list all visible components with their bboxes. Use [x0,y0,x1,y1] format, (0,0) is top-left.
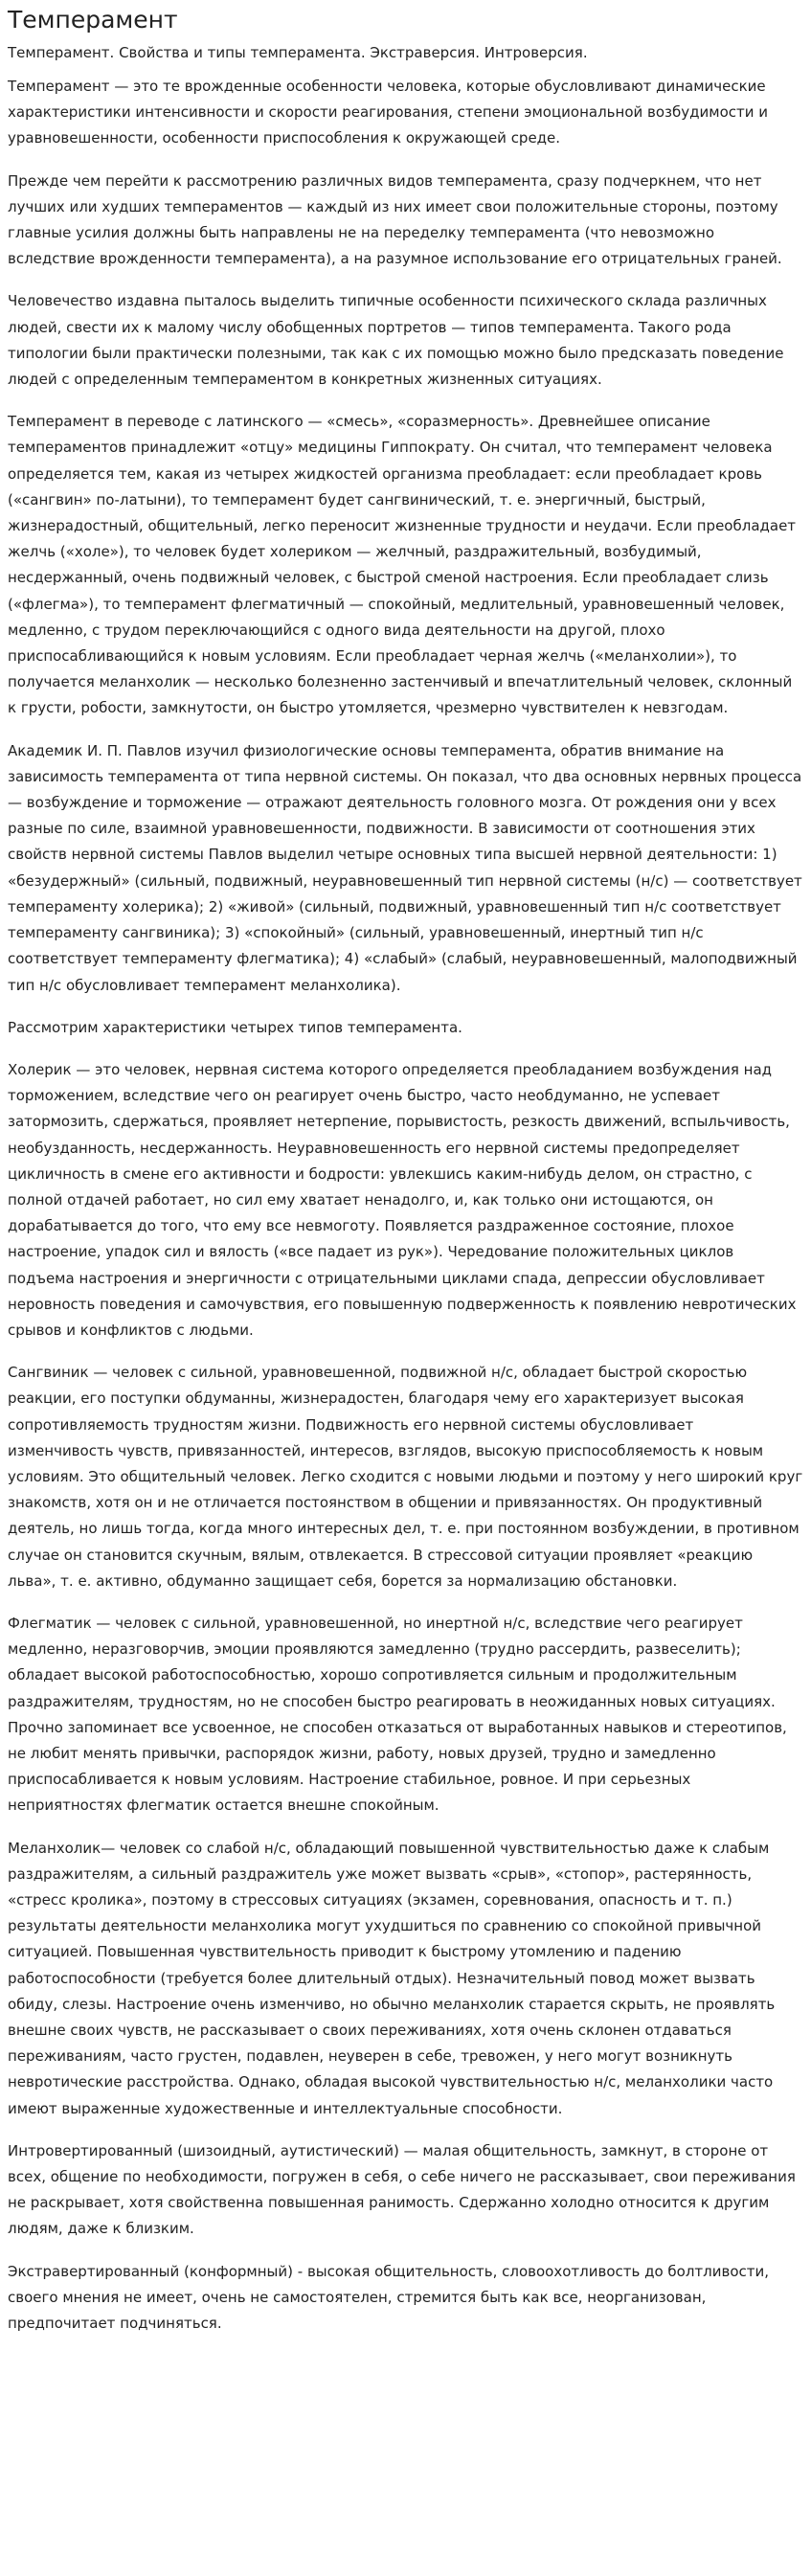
paragraph-definition: Темперамент — это те врожденные особенности человека, которые обусловливают динамические характеристики интенсивности и скорости реагирования, степени эмоциональной возбудимости и уравновешенности, особенности приспособления к окружающей среде. [8,78,769,147]
paragraph-sanguine: Сангвиник — человек с сильной, уравновешенной, подвижной н/с, обладает быстрой скоростью реакции, его поступки обдуманны, жизнерадостен, благодаря чему его характеризует высокая сопротивляемость трудностям жизни. Подвижность его нервной системы обусловливает изменчивость чувств, привязанностей, интересов, взглядов, высокую приспособляемость к новым условиям. Это общительный человек. Легко сходится с новыми людьми и поэтому у него широкий круг знакомств, хотя он и не отличается постоянством в общении и привязанностях. Он продуктивный деятель, но лишь тогда, когда много интересных дел, т. е. при постоянном возбуждении, в противном случае он становится скучным, вялым, отвлекается. В стрессовой ситуации проявляет «реакцию льва», т. е. активно, обдуманно защищает себя, борется за нормализацию обстановки. [8,1364,803,1590]
paragraph-phlegmatic: Флегматик — человек с сильной, уравновешенной, но инертной н/с, вследствие чего реагирует медленно, неразговорчив, эмоции проявляются замедленно (трудно рассердить, развеселить); обладает высокой работоспособностью, хорошо сопротивляется сильным и продолжительным раздражителям, трудностям, но не способен быстро реагировать в неожиданных новых ситуациях. Прочно запоминает все усвоенное, не способен отказаться от выработанных навыков и стереотипов, не любит менять привычки, распорядок жизни, работу, новых друзей, трудно и замедленно приспосабливается к новым условиям. Настроение стабильное, ровное. И при серьезных неприятностях флегматик остается внешне спокойным. [8,1614,787,1815]
paragraph-extravert: Экстравертированный (конформный) - высокая общительность, словоохотливость до болтливости, своего мнения не имеет, очень не самостоятелен, стремится быть как все, неорганизован, предпочитает подчиняться. [8,2262,770,2333]
paragraph-melancholic: Меланхолик— человек со слабой н/с, обладающий повышенной чувствительностью даже к слабым раздражителям, а сильный раздражитель уже может вызвать «срыв», «стопор», растерянность, «стресс кролика», поэтому в стрессовых ситуациях (экзамен, соревнования, опасность и т. п.) результаты деятельности меланхолика могут ухудшиться по сравнению со спокойной привычной ситуацией. Повышенная чувствительность приводит к быстрому утомлению и падению работоспособности (требуется более длительный отдых). Незначительный повод может вызвать обиду, слезы. Настроение очень изменчиво, но обычно меланхолик старается скрыть, не проявлять внешне своих чувств, не рассказывает о своих переживаниях, хотя очень склонен отдаваться переживаниям, часто грустен, подавлен, неуверен в себе, тревожен, у него могут возникнуть невротические расстройства. Однако, обладая высокой чувствительностью н/с, меланхолики часто имеют выраженные художественные и интеллектуальные способности. [8,1839,776,2117]
paragraph-pavlov: Академик И. П. Павлов изучил физиологические основы темперамента, обратив внимание на зависимость темперамента от типа нервной системы. Он показал, что два основных нервных процесса — возбуждение и торможение — отражают деятельность головного мозга. От рождения они у всех разные по силе, взаимной уравновешенности, подвижности. В зависимости от соотношения этих свойств нервной системы Павлов выделил четыре основных типа высшей нервной деятельности: 1) «безудержный» (сильный, подвижный, неуравновешенный тип нервной системы (н/с) — соответствует темпераменту холерика); 2) «живой» (сильный, подвижный, уравновешенный тип н/с соответствует темпераменту сангвиника); 3) «спокойный» (сильный, уравновешенный, инертный тип н/с соответствует темпераменту флегматика); 4) «слабый» (слабый, неуравновешенный, малоподвижный тип н/с обусловливает темперамент меланхолика). [8,741,802,994]
paragraph-introvert: Интровертированный (шизоидный, аутистический) — малая общительность, замкнут, в стороне от всех, общение по необходимости, погружен в себя, о себе ничего не рассказывает, свои переживания не раскрывает, хотя свойственна повышенная ранимость. Сдержанно холодно относится к другим людям, даже к близким. [8,2141,796,2238]
paragraph-no-best-temperament: Прежде чем перейти к рассмотрению различных видов темперамента, сразу подчеркнем, что нет лучших или худших темпераментов — каждый из них имеет свои положительные стороны, поэтому главные усилия должны быть направлены не на переделку темперамента (что невозможно вследствие врожденности темперамента), а на разумное использование его отрицательных граней. [8,171,782,268]
paragraph-four-types-intro: Рассмотрим характеристики четырех типов темперамента. [8,1018,462,1036]
paragraph-hippocrates: Темперамент в переводе с латинского — «смесь», «соразмерность». Древнейшее описание темпераментов принадлежит «отцу» медицины Гиппократу. Он считал, что темперамент человека определяется тем, какая из четырех жидкостей организма преобладает: если преобладает кровь («сангвин» по-латыни), то темперамент будет сангвинический, т. е. энергичный, быстрый, жизнерадостный, общительный, легко переносит жизненные трудности и неудачи. Если преобладает желчь («холе»), то человек будет холериком — желчный, раздражительный, возбудимый, несдержанный, очень подвижный человек, с быстрой сменой настроения. Если преобладает слизь («флегма»), то темперамент флегматичный — спокойный, медлительный, уравновешенный человек, медленно, с трудом переключающийся с одного вида деятельности на другой, плохо приспосабливающийся к новым условиям. Если преобладает черная желчь («меланхолии»), то получается меланхолик — несколько болезненно застенчивый и впечатлительный человек, склонный к грусти, робости, замкнутости, он быстро утомляется, чрезмерно чувствителен к невзгодам. [8,413,797,717]
paragraph-choleric: Холерик — это человек, нервная система которого определяется преобладанием возбуждения над торможением, вследствие чего он реагирует очень быстро, часто необдуманно, не успевает затормозить, сдержаться, проявляет нетерпение, порывистость, резкость движений, вспыльчивость, необузданность, несдержанность. Неуравновешенность его нервной системы предопределяет цикличность в смене его активности и бодрости: увлекшись каким-нибудь делом, он страстно, с полной отдачей работает, но сил ему хватает ненадолго, и, как только они истощаются, он дорабатывается до того, что ему все невмоготу. Появляется раздраженное состояние, плохое настроение, упадок сил и вялость («все падает из рук»). Чередование положительных циклов подъема настроения и энергичности с отрицательными циклами спада, депрессии обусловливает неровность поведения и самочувствия, его повышенную подверженность к появлению невротических срывов и конфликтов с людьми. [8,1060,797,1339]
paragraph-typologies: Человечество издавна пыталось выделить типичные особенности психического склада различных людей, свести их к малому числу обобщенных портретов — типов темперамента. Такого рода типологии были практически полезными, так как с их помощью можно было предсказать поведение людей с определенным темпераментом в конкретных жизненных ситуациях. [8,292,784,389]
article-subtitle: Темперамент. Свойства и типы темперамента. Экстраверсия. Интроверсия. [8,44,588,61]
page-title: Темперамент [8,6,178,34]
